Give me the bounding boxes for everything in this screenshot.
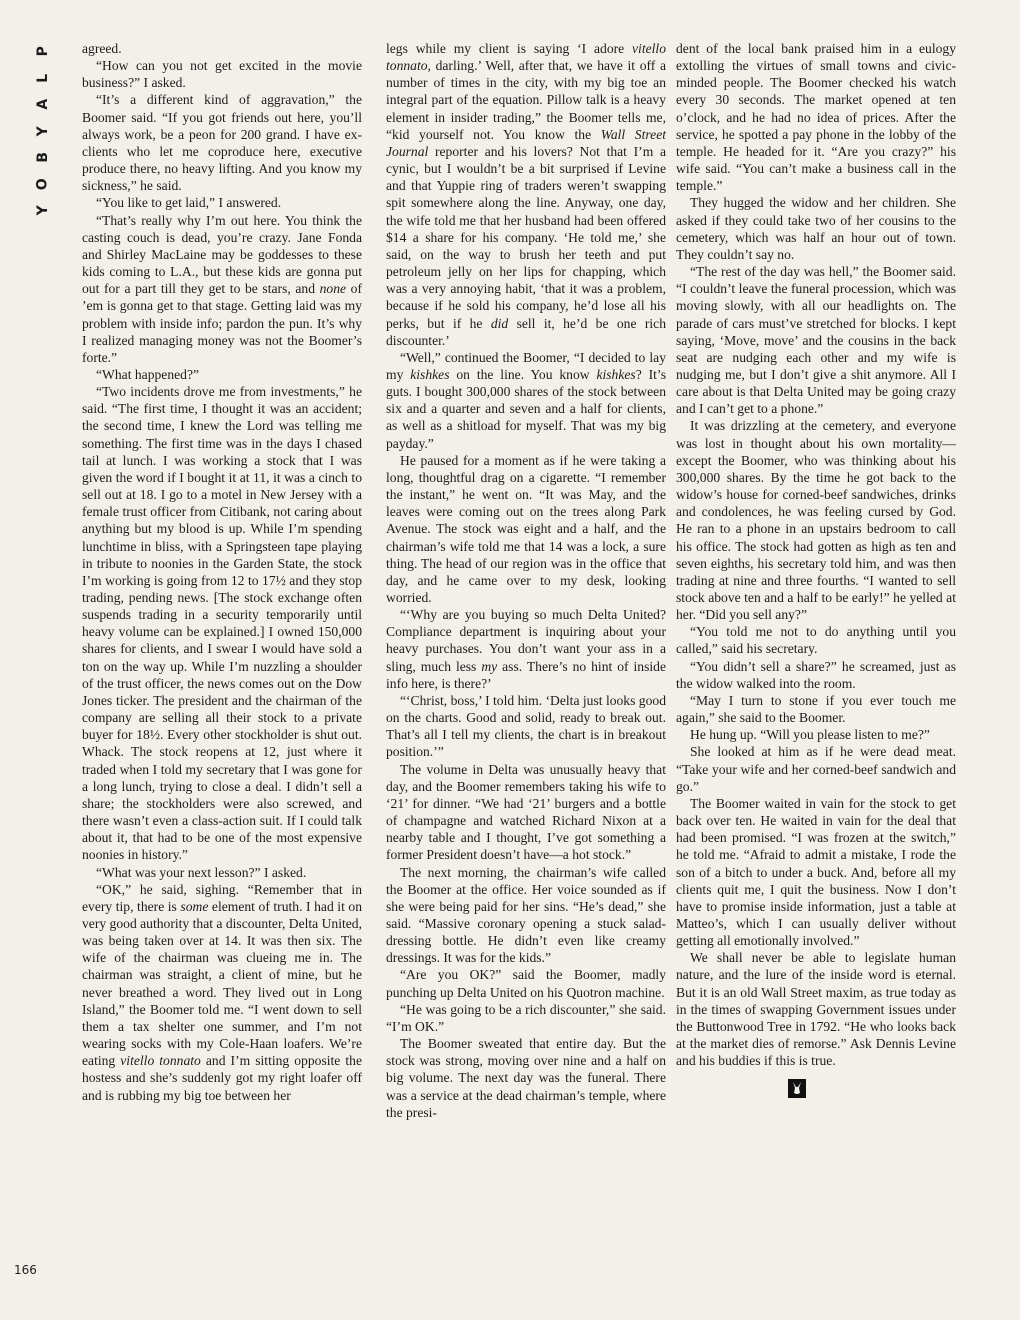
article-paragraph	[386, 864, 666, 967]
page-number: 166	[14, 1263, 37, 1277]
paragraph-text: , darling.’ Well, after that, we have it off a number of times in the city, with my big toe an integral part of the equation. Pillow talk is a heavy element in insider trading,” the Boomer tells me, “kid yourself not. You know the	[386, 58, 666, 142]
paragraph-text: “What happened?”	[96, 366, 200, 382]
article-paragraph	[676, 795, 956, 949]
article-paragraph	[386, 40, 666, 349]
end-mark-rabbit-icon	[788, 1079, 806, 1098]
article-paragraph	[676, 417, 956, 623]
article-column-2	[386, 40, 666, 1121]
paragraph-text: “How can you not get excited in the movie business?” I asked.	[82, 58, 362, 91]
paragraph-text: He hung up. “Will you please listen to me?”	[690, 727, 930, 743]
paragraph-text: of ’em is gonna get to that stage. Getting laid was my problem with inside info; pardon the pun. It’s why I realized managing money was not the Boomer’s forte.”	[82, 281, 362, 365]
italic-text: some	[180, 898, 209, 914]
article-paragraph	[386, 966, 666, 1000]
article-paragraph	[676, 743, 956, 794]
article-paragraph	[386, 606, 666, 692]
masthead-letter: P	[34, 46, 51, 57]
italic-text: none	[319, 281, 347, 297]
article-paragraph	[676, 194, 956, 263]
article-paragraph	[82, 194, 362, 211]
paragraph-text: and I’m sitting opposite the hostess and she’s suddenly got my right loafer off and is rubbing my big toe between her	[82, 1053, 362, 1103]
article-paragraph	[676, 658, 956, 692]
masthead-letter: Y	[34, 205, 51, 216]
article-paragraph	[386, 692, 666, 761]
paragraph-text: She looked at him as if he were dead meat. “Take your wife and her corned-beef sandwich and go.”	[676, 744, 956, 794]
paragraph-text: It was drizzling at the cemetery, and everyone was lost in thought about his own mortality—except the Boomer, who was thinking about his 300,000 shares. By the time he got back to the widow’s house for corned-beef sandwiches, drinks and condolences, he was feeling cursed by God. He ran to a phone in an upstairs bedroom to call his office. The stock had gotten as high as ten and seven eighths, his secretary told him, and was then trading at nine and three fourths. “I wanted to sell stock above ten and a half to be early!” he yelled at her. “Did you sell any?”	[676, 418, 956, 623]
paragraph-text: “OK,” he said, sighing. “Remember that in every tip, there is	[82, 881, 362, 914]
paragraph-text: He paused for a moment as if he were taking a long, thoughtful drag on a cigarette. “I remember the instant,” he went on. “It was May, and the leaves were coming out on the trees along Park Avenue. The stock was eight and a half, and the chairman’s wife told me that 14 was a lock, a sure thing. The head of our region was in the office that day, and he came over to my desk, looking worried.	[386, 452, 666, 605]
article-paragraph	[676, 40, 956, 194]
paragraph-text: “You didn’t sell a share?” he screamed, just as the widow walked into the room.	[676, 658, 956, 691]
article-paragraph	[82, 57, 362, 91]
article-paragraph	[386, 761, 666, 864]
paragraph-text: element of truth. I had it on very good authority that a discounter, Delta United, was being taken over at 14. It was then six. The wife of the chairman was clueing me in. The chairman was straight, a client of mine, but he never breathed a word. They lived out in Long Island,” the Boomer told me. “I went down to sell them a tax shelter one summer, and I’m not wearing socks with my Cole-Haan loafers. We’re eating	[82, 898, 363, 1069]
article-paragraph	[82, 881, 362, 1104]
masthead-letter: B	[34, 151, 51, 163]
paragraph-text: “It’s a different kind of aggravation,” the Boomer said. “If you got friends out here, you’ll always work, be a peon for 200 grand. I have ex-clients who let me coproduce here, executive produce there, no heavy lifting. And you know my sickness,” he said.	[82, 92, 362, 194]
article-paragraph	[386, 452, 666, 606]
article-paragraph	[676, 949, 956, 1069]
italic-text: kishkes	[410, 366, 450, 382]
article-column-3	[676, 40, 956, 1098]
masthead-letter: O	[34, 177, 51, 190]
article-paragraph	[676, 726, 956, 743]
paragraph-text: “You like to get laid,” I answered.	[96, 195, 282, 211]
paragraph-text: The next morning, the chairman’s wife called the Boomer at the office. Her voice sounded as if she were being paid for her sins. “He’s dead,” she said. “Massive coronary opening a stuck salad-dressing bottle. He didn’t even like creamy dressings. It was for the kids.”	[386, 864, 666, 966]
paragraph-text: ? It’s guts. I bought 300,000 shares of the stock between six and a quarter and seven and a half for clients, as well as a shitload for myself. That was my big payday.”	[386, 366, 666, 451]
italic-text: vitello tonnato	[120, 1053, 201, 1069]
article-paragraph	[82, 40, 362, 57]
article-paragraph	[676, 692, 956, 726]
paragraph-text: on the line. You know	[449, 366, 597, 382]
paragraph-text: “The rest of the day was hell,” the Boomer said. “I couldn’t leave the funeral procession, which was moving slowly, with all our headlights on. The parade of cars must’ve stretched for blocks. I kept saying, ‘Move, move’ and the cousins in the back seat are nudging each other and my wife is nudging me, but I don’t give a shit anymore. All I care about is that Delta United may be going crazy and I can’t get to a phone.”	[676, 264, 956, 417]
italic-text: my	[481, 658, 498, 674]
paragraph-text: “You told me not to do anything until you called,” said his secretary.	[676, 624, 956, 657]
italic-text: kishkes	[596, 366, 636, 382]
paragraph-text: The Boomer sweated that entire day. But the stock was strong, moving over nine and a half on big volume. The next day was the funeral. There was a service at the dead chairman’s temple, where the presi-	[386, 1036, 666, 1120]
paragraph-text: They hugged the widow and her children. She asked if they could take two of her cousins to the cemetery, which was half an hour out of town. They couldn’t say no.	[676, 195, 956, 262]
paragraph-text: agreed.	[82, 41, 122, 56]
masthead-letter: A	[34, 98, 51, 110]
article-column-1	[82, 40, 362, 1104]
paragraph-text: We shall never be able to legislate human nature, and the lure of the inside word is eternal. But it is an old Wall Street maxim, as true today as in the times of swapping Government issues under the Buttonwood Tree in 1792. “He who looks back at the market dies of remorse.” Ask Dennis Levine and his buddies if this is true.	[676, 950, 956, 1069]
masthead-letter: Y	[34, 125, 51, 136]
article-paragraph	[82, 212, 362, 366]
article-paragraph	[386, 1035, 666, 1121]
italic-text: vitello tonnato	[386, 41, 666, 74]
article-paragraph	[82, 383, 362, 863]
paragraph-text: “Well,” continued the Boomer, “I decided to lay my	[386, 349, 666, 382]
paragraph-text: “That’s really why I’m out here. You think the casting couch is dead, you’re crazy. Jane Fonda and Shirley MacLaine may be goddesses to these kids coming to L.A., but these kids are gonna put out for a part till they get to be stars, and	[82, 212, 362, 297]
article-paragraph	[386, 349, 666, 452]
paragraph-text: “Are you OK?” said the Boomer, madly punching up Delta United on his Quotron machine.	[386, 967, 666, 1000]
paragraph-text: “What was your next lesson?” I asked.	[96, 864, 307, 880]
paragraph-text: “May I turn to stone if you ever touch me again,” she said to the Boomer.	[676, 692, 956, 726]
article-paragraph	[676, 263, 956, 417]
paragraph-text: “He was going to be a rich discounter,” she said. “I’m OK.”	[386, 1001, 666, 1034]
masthead-letter: L	[34, 73, 51, 83]
paragraph-text: The Boomer waited in vain for the stock to get back over ten. He waited in vain for the deal that had been promised. “I was frozen at the switch,” he told me. “Afraid to admit a mistake, I rode the son of a bitch to under a buck. And, before all my clients quit me, I quit the business. Now I don’t have to promise inside information, just a table at Matteo’s, which I can usually deliver without getting all emotionally involved.”	[676, 795, 956, 949]
paragraph-text: ass. There’s no hint of inside info here, is there?’	[386, 658, 666, 691]
magazine-masthead	[26, 38, 60, 224]
article-paragraph	[82, 864, 362, 881]
article-paragraph	[82, 91, 362, 194]
paragraph-text: legs while my client is saying ‘I adore	[386, 41, 633, 56]
paragraph-text: The volume in Delta was unusually heavy that day, and the Boomer remembers taking his wife to ‘21’ for dinner. “We had ‘21’ burgers and a bottle of champagne and watched Richard Nixon at a nearby table and I thought, I’ve got something a former President doesn’t have—a hot stock.”	[386, 761, 666, 863]
paragraph-text: “‘Christ, boss,’ I told him. ‘Delta just looks good on the charts. Good and solid, ready to break out. That’s all I tell my clients, the chart is in breakout position.’”	[386, 692, 666, 760]
italic-text: did	[490, 315, 509, 331]
paragraph-text: dent of the local bank praised him in a eulogy extolling the virtues of small towns and civic-minded people. The Boomer checked his watch every 30 seconds. The market opened at ten o’clock, and he had no idea of prices. After the service, he spotted a pay phone in the lobby of the temple. He headed for it. “Are you crazy?” his wife said. “You can’t make a business call in the temple.”	[676, 41, 956, 194]
article-paragraph	[82, 366, 362, 383]
paragraph-text: reporter and his lovers? Not that I’m a cynic, but I wouldn’t be a bit surprised if Levine and that Yuppie ring of traders weren’t swapping spit somewhere along the line. Anyway, one day, the wife told me that her husband had been offered $14 a share for his company. ‘He told me,’ she said, on the way to brush her teeth and put petroleum jelly on her lips for chapping, which was a very annoying habit, ‘that it was a problem, because if he sold his company, he’d lose all his perks, but if he	[386, 143, 666, 331]
paragraph-text: “Two incidents drove me from investments,” he said. “The first time, I thought it was an accident; the second time, I knew the Lord was telling me something. The first time was in the days I chased tail at lunch. I was working a stock that I was given the word if I bought it at 11, it was a cinch to sell out at 18. I go to a motel in New Jersey with a female trust officer from Citibank, not caring about anything but my blood is up. While I’m spending lunchtime in bliss, with a Springsteen tape playing in tribute to noonies in the Garden State, the stock I’m working is going from 12 to 17½ and they stop trading, pending news. [The stock exchange often suspends trading in a security temporarily until heavy volume can be explained.] I owned 150,000 shares for clients, and I swear I would have sold a ton on the way up. While I’m nuzzling a shoulder of the trust officer, the news comes out on the Dow Jones ticker. The president and the chairman of the company are selling all their stock to a private buyer for 18½. Every other stockholder is shut out. Whack. The stock reopens at 12, just where it traded when I told my secretary that I was gone for a long lunch, trying to close a deal. I didn’t sell a share; the stockholders were also screwed, and there wasn’t even a class-action suit. If I could talk about it, that had to be one of the most expensive noonies in history.”	[82, 384, 362, 863]
article-paragraph	[676, 623, 956, 657]
article-paragraph	[386, 1001, 666, 1035]
paragraph-text: “‘Why are you buying so much Delta United? Compliance department is inquiring about your heavy purchases. You don’t want your ass in a sling, much less	[386, 607, 666, 674]
italic-text: Wall Street Journal	[386, 126, 667, 159]
paragraph-text: sell it, he’d be one rich discounter.’	[386, 315, 666, 348]
